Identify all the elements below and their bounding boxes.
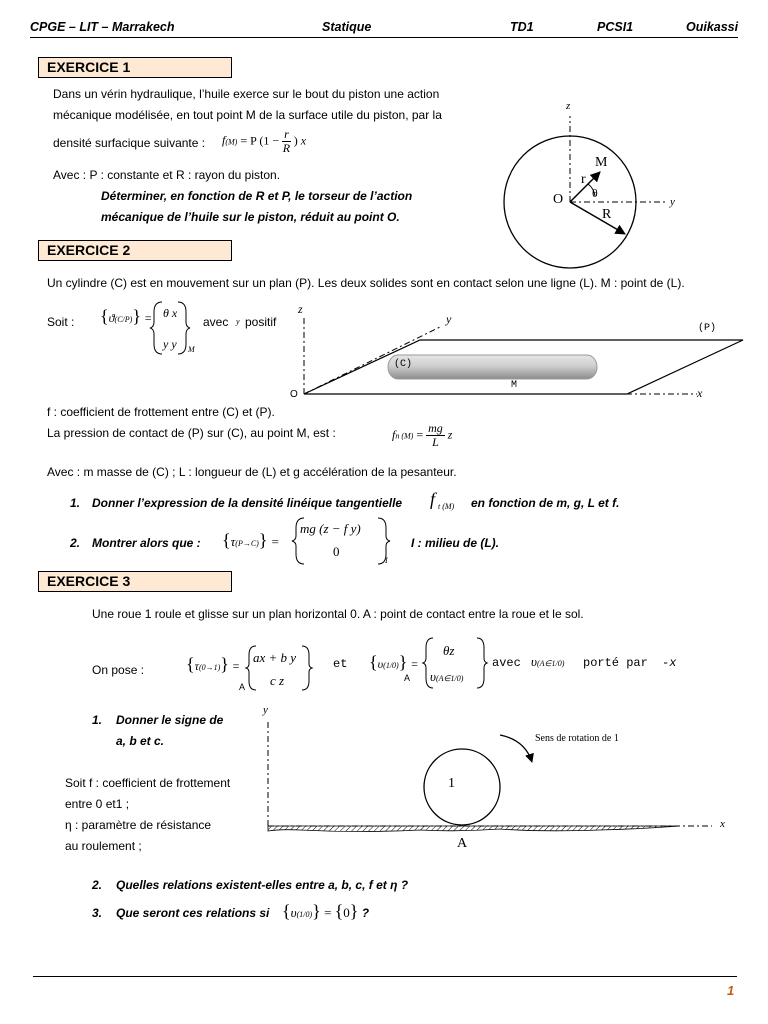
ex1-z-label: z xyxy=(566,100,571,112)
ex2-torsor-top: θ x xyxy=(163,306,178,320)
ex3-v-pt: A xyxy=(404,673,411,683)
ex2-y-label: y xyxy=(446,312,452,326)
ex2-q2-tau-symbol: τ xyxy=(230,534,236,549)
ex1-frac-num: r xyxy=(284,127,289,141)
ex1-task1: Déterminer, en fonction de R et P, le torseur de l’action xyxy=(101,189,413,203)
ex1-formula-sub: (M) xyxy=(225,137,238,147)
footer-rule xyxy=(33,976,737,977)
ex2-q2-tau-sub: (P→C) xyxy=(235,539,259,548)
ex2-q2-top: mg (z − f y) xyxy=(300,521,361,536)
ex3-q1-num: 1. xyxy=(92,713,103,727)
header-subject: Statique xyxy=(322,20,372,34)
ex3-v2-symbol: υ xyxy=(531,654,537,669)
ex2-q1-fsub: t (M) xyxy=(438,502,455,511)
ex2-P-label: (P) xyxy=(698,323,717,334)
ex2-q1-num: 1. xyxy=(70,496,81,510)
ex3-y-label: y xyxy=(263,704,268,716)
ex2-q2-tau: {τ(P→C)} = xyxy=(222,530,280,550)
ex3-v-bot-sub: (A∈1/0) xyxy=(435,674,464,683)
ex1-M-label: M xyxy=(595,155,608,170)
ex2-title: EXERCICE 2 xyxy=(38,240,232,261)
ex1-formula-f: f xyxy=(222,133,226,148)
ex3-soit2: entre 0 et1 ; xyxy=(65,797,130,811)
ex2-intro: Un cylindre (C) est en mouvement sur un plan (P). Les deux solides sont en contact selon une ligne (L). M : point de (L). xyxy=(47,276,685,290)
ex2-fn-num: mg xyxy=(428,421,443,435)
ex3-A-label: A xyxy=(457,836,468,851)
ex2-ydot: y xyxy=(236,317,240,326)
ex3-tau-symbol: τ xyxy=(194,659,199,673)
ex3-q3-formula: {υ(1/0)} = {0} ? xyxy=(282,901,370,921)
header-td: TD1 xyxy=(510,20,534,34)
ex2-torsor-bot: y y xyxy=(163,337,177,351)
ex3-tau: {τ(0→1)} = xyxy=(186,654,241,674)
ex2-M-label: M xyxy=(511,380,518,391)
ex2-q1: Donner l’expression de la densité linéique tangentielle xyxy=(92,496,403,510)
ex3-tau-sub: (0→1) xyxy=(198,663,221,672)
ex2-q2-end: I : milieu de (L). xyxy=(411,536,500,550)
ex2-fn-den: L xyxy=(432,435,439,449)
header-school: CPGE – LIT – Marrakech xyxy=(30,20,175,34)
ex3-q2: Quelles relations existent-elles entre a, b, c, f et η ? xyxy=(116,878,409,892)
ex1-line1: Dans un vérin hydraulique, l’huile exerce sur le bout du piston une action xyxy=(53,87,440,101)
ex3-q3-eq: = xyxy=(324,905,332,920)
ex2-fn-sub: n (M) xyxy=(395,431,414,441)
ex3-q1b: a, b et c. xyxy=(116,734,165,748)
header-author: Ouikassi xyxy=(686,20,739,34)
ex3-v: {υ(1/0)} = xyxy=(369,652,419,672)
ex1-line3: densité surfacique suivante : xyxy=(53,136,206,150)
wheel-1 xyxy=(424,749,500,825)
ex2-torsor-sub: (C/P) xyxy=(114,315,133,324)
ex3-v2-sub: (A∈1/0) xyxy=(536,659,565,668)
ex3-q1a: Donner le signe de xyxy=(116,713,224,727)
ex2-pression: La pression de contact de (P) sur (C), au point M, est : xyxy=(47,426,336,440)
ex3-v-top: θz xyxy=(443,643,455,658)
ex2-avec-m: Avec : m masse de (C) ; L : longueur de (L) et g accélération de la pesanteur. xyxy=(47,465,457,479)
ex1-y-label: y xyxy=(670,196,675,208)
ex3-wheel-label: 1 xyxy=(448,776,455,791)
ex1-formula-x: x xyxy=(300,133,307,148)
ex3-title: EXERCICE 3 xyxy=(38,571,232,592)
ex3-tau-bot: c z xyxy=(270,673,285,688)
ex1-r-label: r xyxy=(581,172,586,187)
ex3-porte-x: -x xyxy=(662,656,677,670)
ex2-z-label: z xyxy=(298,302,303,316)
ex3-x-label: x xyxy=(720,818,725,830)
ex1-formula-eq: = P (1 − xyxy=(240,133,280,148)
ex1-task2: mécanique de l’huile sur le piston, réduit au point O. xyxy=(101,210,400,224)
ex2-torsor-name: ϑ xyxy=(108,311,115,325)
ex1-O-label: O xyxy=(553,192,564,207)
ex1-frac-den: R xyxy=(282,141,291,155)
ex2-torsor-pt: M xyxy=(188,345,195,354)
ground-plane-0 xyxy=(268,826,680,832)
header-class: PCSI1 xyxy=(597,20,634,34)
ex2-f-coef: f : coefficient de frottement entre (C) et (P). xyxy=(47,405,275,419)
ex3-onpose: On pose : xyxy=(92,663,145,677)
ex2-fn-z: z xyxy=(447,427,453,442)
ex3-q3-zero: 0 xyxy=(343,905,350,920)
ex2-q2-bot: 0 xyxy=(333,544,340,559)
ex2-C-label: (C) xyxy=(394,359,413,370)
ex1-formula-end: ) xyxy=(293,133,298,148)
page-number: 1 xyxy=(727,983,735,998)
ex2-fn-formula: fn (M) = $\frac{mg}{L}$ z xyxy=(392,421,453,449)
ex1-R-label: R xyxy=(602,207,612,222)
ex2-q2-pt: I xyxy=(385,556,388,565)
ex3-v-bot-symbol: υ xyxy=(430,669,436,684)
ex3-eta2: au roulement ; xyxy=(65,839,142,853)
ex3-intro: Une roue 1 roule et glisse sur un plan horizontal 0. A : point de contact entre la roue et le sol. xyxy=(92,607,584,621)
ex2-q1-end: en fonction de m, g, L et f. xyxy=(471,496,620,510)
ex3-q3-end: ? xyxy=(361,906,370,920)
ex3-eta1: η : paramètre de résistance xyxy=(65,818,212,832)
ex3-soit1: Soit f : coefficient de frottement xyxy=(65,776,231,790)
ex2-O-label: O xyxy=(290,389,298,400)
ex3-q3-num: 3. xyxy=(92,906,103,920)
ex3-v-symbol: υ xyxy=(377,657,384,671)
ex2-avec: avec xyxy=(203,315,229,329)
ex3-avec: avec xyxy=(492,656,521,670)
ex2-q2-num: 2. xyxy=(70,536,81,550)
ex2-fn: f xyxy=(392,427,396,442)
ex1-line2: mécanique modélisée, en tout point M de la surface utile du piston, par la xyxy=(53,108,442,122)
ex2-q2: Montrer alors que : xyxy=(92,536,201,550)
rotation-arrow xyxy=(500,735,532,762)
ex3-et: et xyxy=(333,657,348,671)
ex3-q3-sub: (1/0) xyxy=(296,910,313,919)
ex3-tau-pt: A xyxy=(239,682,246,692)
ex3-sens-label: Sens de rotation de 1 xyxy=(535,733,619,744)
ex3-q3: Que seront ces relations si xyxy=(116,906,270,920)
ex2-positif: positif xyxy=(245,315,277,329)
ex3-q3-v: υ xyxy=(290,905,297,920)
ex3-tau-top: ax + b y xyxy=(253,650,297,665)
ex1-title: EXERCICE 1 xyxy=(38,57,232,78)
ex2-soit: Soit : xyxy=(47,315,75,329)
ex1-avec: Avec : P : constante et R : rayon du piston. xyxy=(53,168,281,182)
ex2-q1-f: f xyxy=(430,489,436,509)
ex3-v-sub: (1/0) xyxy=(383,661,399,670)
ex3-q2-num: 2. xyxy=(92,878,103,892)
ex1-theta-label: θ xyxy=(592,186,598,200)
ex3-porte: porté par xyxy=(583,656,648,670)
ex2-torsor: {ϑ(C/P)} = xyxy=(100,306,153,326)
ex2-x-label: x xyxy=(697,386,703,400)
